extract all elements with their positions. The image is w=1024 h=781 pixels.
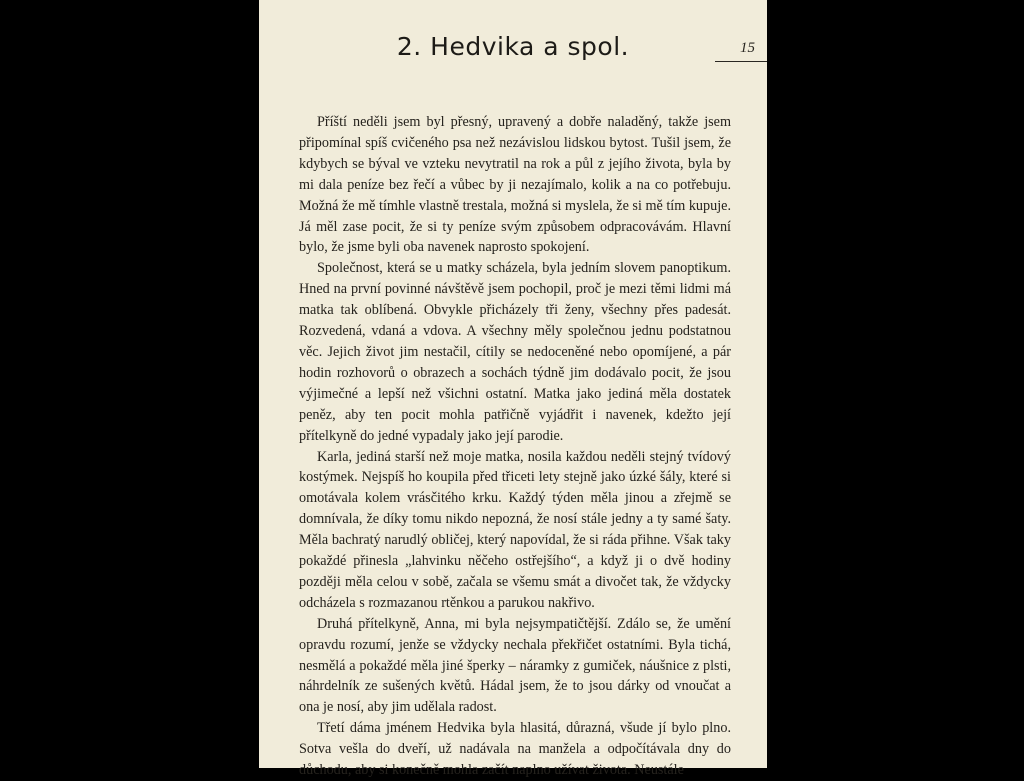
paragraph: Společnost, která se u matky scházela, byla jedním slovem panoptikum. Hned na první povinné návštěvě jsem pochopil, proč je mezi těmi lidmi má matka tak oblíbená. Obvykle přicházely tři ženy, všechny přes padesát. Rozvedená, vdaná a vdova. A všechny měly společnou jednu podstatnou věc. Jejich život jim nestačil, cítily se nedoceněné nebo opomíjené, a pár hodin rozhovorů o obrazech a sochách týdně jim dodávalo pocit, že jsou výjimečné a lepší než všichni ostatní. Matka jako jediná měla dostatek peněz, aby ten pocit mohla patřičně vyjádřit i navenek, kdežto její přítelkyně do jedné vypadaly jako její parodie. bbox=[299, 260, 731, 444]
body-text bbox=[299, 112, 731, 781]
page-number-rule bbox=[715, 61, 767, 62]
paragraph: Příští neděli jsem byl přesný, upravený a dobře naladěný, takže jsem připomínal spíš cvičeného psa než nezávislou lidskou bytost. Tušil jsem, že kdybych se býval ve vzteku nevytratil na rok a půl z jejího života, byla by mi dala peníze bez řečí a vůbec by ji nezajímalo, kolik a na co potřebuju. Možná že mě tímhle vlastně trestala, možná si myslela, že si mě tím kupuje. Já měl zase pocit, že si ty peníze svým způsobem odpracovávám. Hlavní bylo, že jsme byli oba navenek naprosto spokojení. bbox=[299, 114, 731, 256]
chapter-title: 2. Hedvika a spol. bbox=[396, 32, 630, 61]
paragraph: Karla, jediná starší než moje matka, nosila každou neděli stejný tvídový kostýmek. Nejspíš ho koupila před třiceti lety stejně jako úzké šály, které si omotávala kolem vrásčitého krku. Každý týden měla jinou a zřejmě se domnívala, že díky tomu nikdo nepozná, že nosí stále jedny a ty samé šaty. Měla bachratý narudlý obličej, který napovídal, že si ráda přihne. Však taky pokaždé přinesla „lahvinku něčeho ostřejšího“, a když ji o dvě hodiny později měla celou v sobě, začala se všemu smát a divočet tak, že vždycky odcházela s rozmazanou rtěnkou a parukou nakřivo. bbox=[299, 448, 731, 611]
paragraph: Třetí dáma jménem Hedvika byla hlasitá, důrazná, všude jí bylo plno. Sotva vešla do dveří, už nadávala na manžela a odpočítávala dny do důchodu, aby si konečně mohla začít naplno užívat života. Neustále bbox=[299, 720, 731, 779]
book-page bbox=[259, 0, 767, 779]
page-number: 15 bbox=[740, 40, 755, 56]
paragraph: Druhá přítelkyně, Anna, mi byla nejsympatičtější. Zdálo se, že umění opravdu rozumí, jenže se vždycky nechala překřičet ostatními. Byla tichá, nesmělá a pokaždé měla jiné šperky – náramky z gumiček, náušnice z plsti, náhrdelník ze sušených květů. Hádal jsem, že to jsou dárky od vnoučat a ona je nosí, aby jim udělala radost. bbox=[299, 615, 731, 716]
